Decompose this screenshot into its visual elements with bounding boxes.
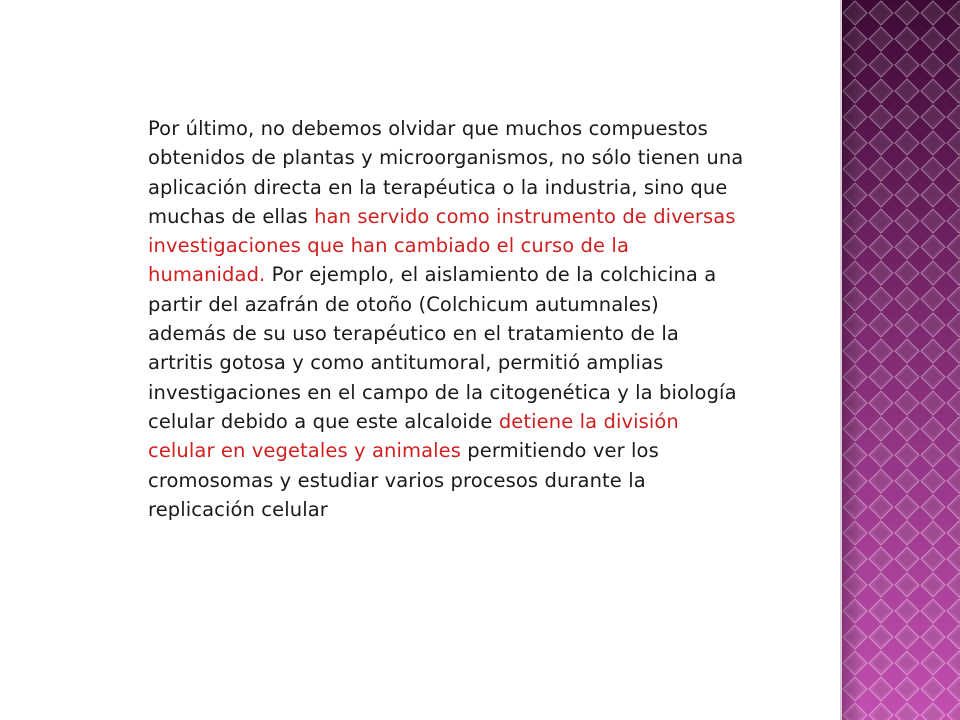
decorative-sidebar <box>842 0 960 720</box>
text-line <box>148 290 808 319</box>
diamond-pattern-icon <box>842 0 960 720</box>
highlighted-text: detiene la división <box>498 409 679 433</box>
text-line <box>148 260 808 289</box>
text-line <box>148 202 808 231</box>
text-segment: celular debido a que este alcaloide <box>148 409 499 433</box>
text-line <box>148 231 808 260</box>
text-segment: replicación celular <box>148 497 328 521</box>
text-segment: Por último, no debemos olvidar que muchos compuestos <box>148 117 708 140</box>
text-segment: cromosomas y estudiar varios procesos durante la <box>148 468 646 492</box>
text-line <box>148 407 808 436</box>
text-line <box>148 319 808 348</box>
text-segment: aplicación directa en la terapéutica o la industria, sino que <box>148 175 728 199</box>
text-line <box>148 173 808 202</box>
text-line <box>148 436 808 465</box>
text-segment: además de su uso terapéutico en el tratamiento de la <box>148 322 679 346</box>
text-segment: investigaciones en el campo de la citogenética y la biología <box>148 380 737 404</box>
text-segment: Por ejemplo, el aislamiento de la colchicina a <box>265 263 717 287</box>
text-segment: partir del azafrán de otoño (Colchicum autumnales) <box>148 292 659 316</box>
text-segment: muchas de ellas <box>148 204 315 228</box>
text-line <box>148 143 808 172</box>
highlighted-text: investigaciones que han cambiado el curso de la <box>148 234 630 258</box>
text-line <box>148 348 808 377</box>
highlighted-text: humanidad. <box>148 263 266 287</box>
body-text <box>148 114 808 524</box>
text-line <box>148 495 808 524</box>
text-segment: permitiendo ver los <box>461 439 659 463</box>
text-segment: artritis gotosa y como antitumoral, permitió amplias <box>148 351 664 375</box>
text-line <box>148 378 808 407</box>
highlighted-text: celular en vegetales y animales <box>148 439 461 463</box>
text-line <box>148 466 808 495</box>
text-segment: obtenidos de plantas y microorganismos, no sólo tienen una <box>148 146 744 170</box>
text-line <box>148 114 808 143</box>
highlighted-text: han servido como instrumento de diversas <box>314 204 736 228</box>
